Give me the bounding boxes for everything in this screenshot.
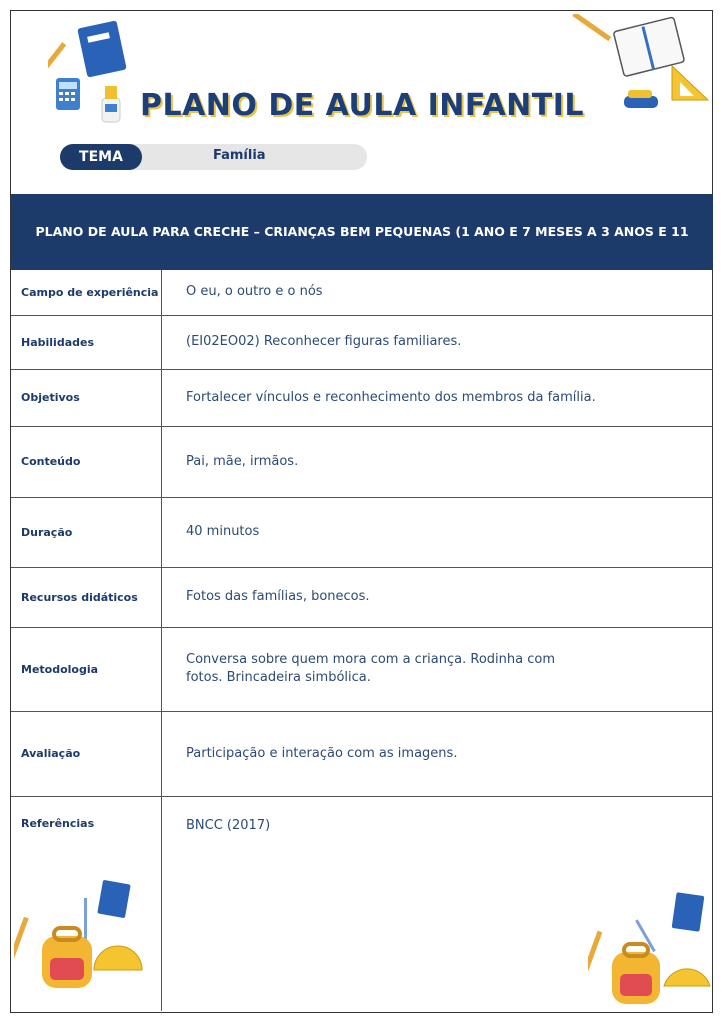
table-row [11,711,713,796]
row-label: Habilidades [11,315,162,369]
row-label: Conteúdo [11,426,162,497]
tema-label: TEMA [60,144,142,170]
row-value: O eu, o outro e o nós [162,270,714,315]
school-supplies-bottom-right-icon [588,890,713,1012]
row-label: Metodologia [11,627,162,711]
row-label: Campo de experiência [11,270,162,315]
row-label: Avaliação [11,711,162,796]
subtitle-banner: PLANO DE AULA PARA CRECHE – CRIANÇAS BEM PEQUENAS (1 ANO E 7 MESES A 3 ANOS E 11 MESES) [11,194,713,270]
school-supplies-bottom-left-icon [14,876,144,1006]
table-row [11,627,713,711]
row-value: BNCC (2017) [186,817,271,833]
table-row [11,426,713,497]
row-value: Conversa sobre quem mora com a criança. Rodinha com fotos. Brincadeira simbólica. [162,627,714,711]
table-row [11,567,713,627]
row-label: Objetivos [11,369,162,426]
table-row [11,369,713,426]
page-title: PLANO DE AULA INFANTIL [139,88,585,123]
row-label: Referências [11,796,162,1011]
row-value: 40 minutos [162,497,714,567]
row-value: Fotos das famílias, bonecos. [162,567,714,627]
row-value: Participação e interação com as imagens. [162,711,714,796]
row-value: Pai, mãe, irmãos. [162,426,714,497]
row-label: Duração [11,497,162,567]
tema-pill [60,144,367,170]
table-row [11,315,713,369]
table-row [11,270,713,315]
table-row [11,497,713,567]
row-label: Recursos didáticos [11,567,162,627]
tema-value: Família [213,148,266,163]
row-value: Fortalecer vínculos e reconhecimento dos membros da família. [162,369,714,426]
row-value: (EI02EO02) Reconhecer figuras familiares. [162,315,714,369]
